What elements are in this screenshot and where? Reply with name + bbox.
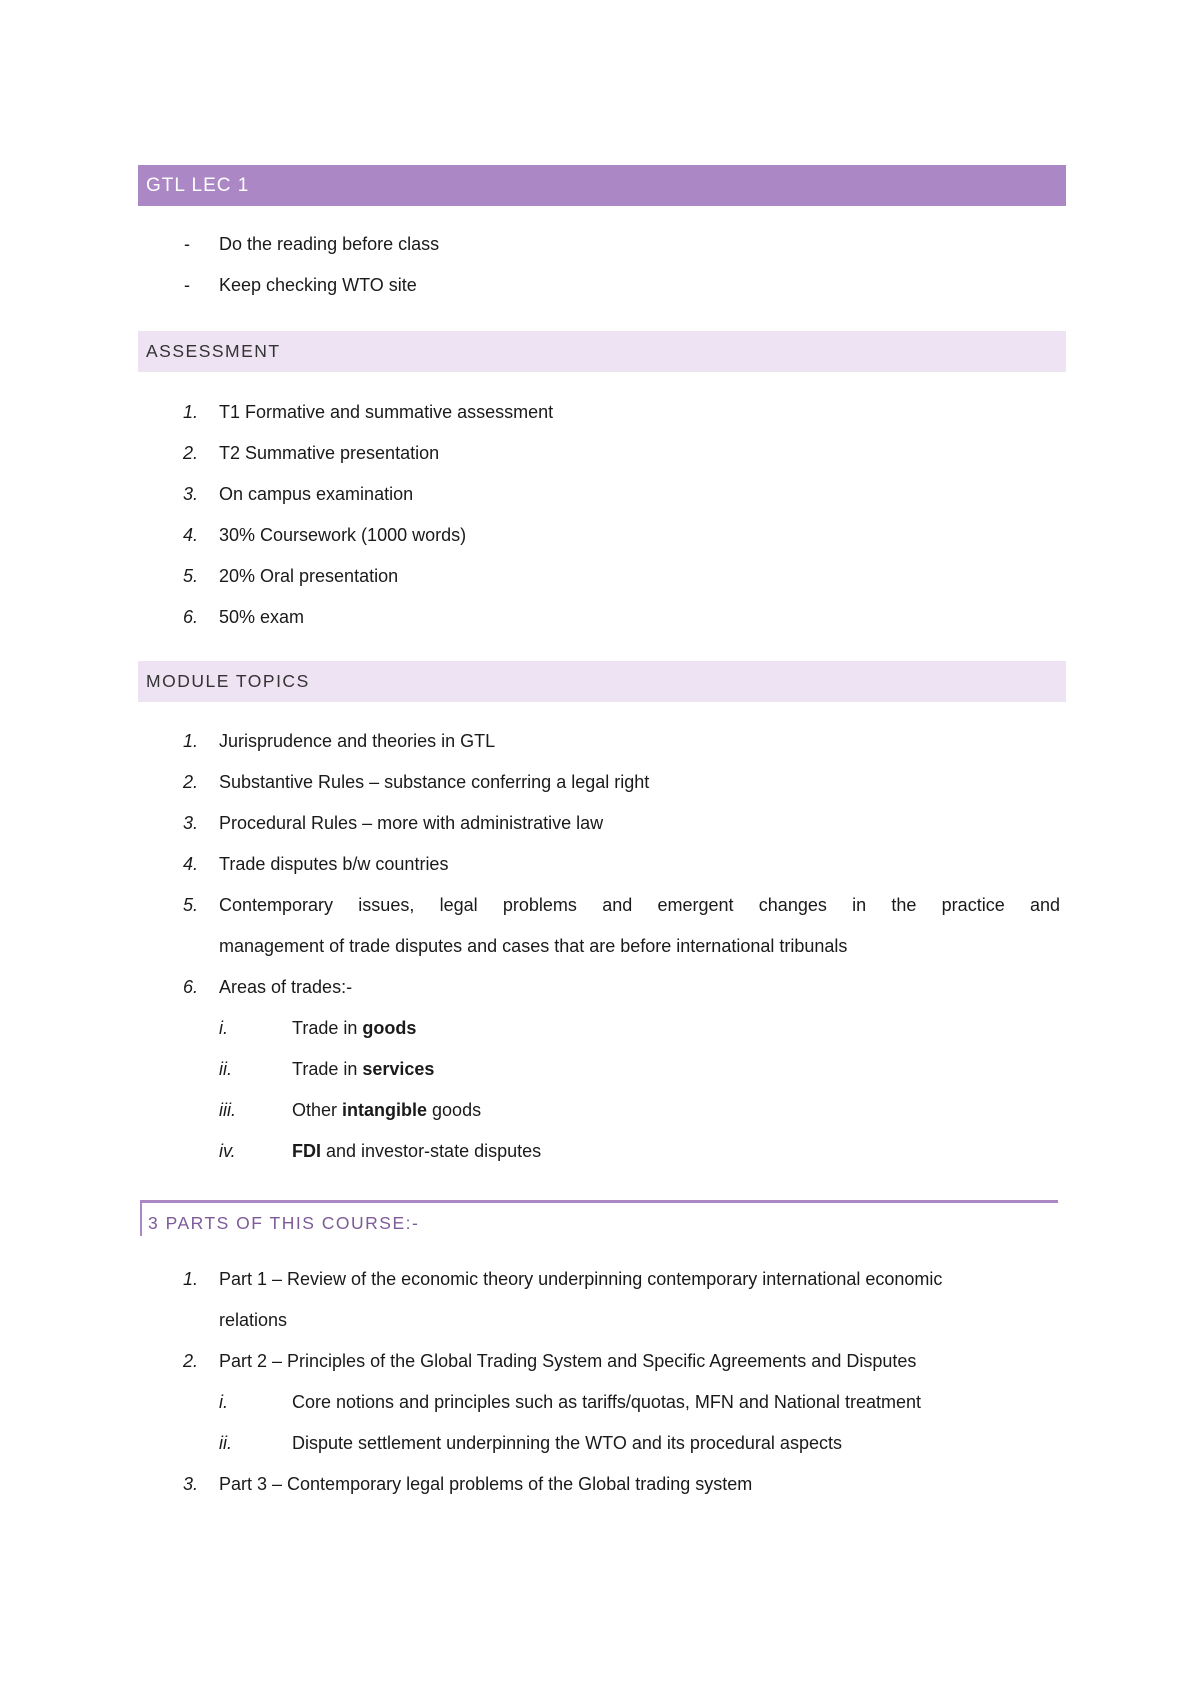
list-number: 1. xyxy=(183,402,199,422)
roman-number: i. xyxy=(219,1392,228,1412)
course-part-item: Part 2 – Principles of the Global Trading System and Specific Agreements and Disputes xyxy=(219,1351,917,1371)
list-number: 1. xyxy=(183,731,199,751)
list-number: 6. xyxy=(183,977,199,997)
roman-number: iv. xyxy=(219,1141,236,1161)
course-part-subitem: Dispute settlement underpinning the WTO and its procedural aspects xyxy=(292,1433,842,1453)
assessment-item: 50% exam xyxy=(219,607,305,627)
trade-area-item: Trade in goods xyxy=(292,1018,417,1038)
topic-item-continued: management of trade disputes and cases that are before international tribunals xyxy=(219,936,848,956)
trade-area-item: Other intangible goods xyxy=(292,1100,482,1120)
list-number: 6. xyxy=(183,607,199,627)
list-number: 5. xyxy=(183,895,199,915)
course-parts-heading: 3 PARTS OF THIS COURSE:- xyxy=(140,1200,1058,1236)
trade-area-item: FDI and investor-state disputes xyxy=(292,1141,542,1161)
list-number: 3. xyxy=(183,484,199,504)
list-number: 4. xyxy=(183,525,199,545)
roman-number: iii. xyxy=(219,1100,236,1120)
list-number: 3. xyxy=(183,1474,199,1494)
assessment-item: 20% Oral presentation xyxy=(219,566,399,586)
trade-area-item: Trade in services xyxy=(292,1059,435,1079)
bullet-dash: - xyxy=(184,234,190,254)
course-part-item: Part 1 – Review of the economic theory underpinning contemporary international economic xyxy=(219,1269,943,1289)
course-part-item: Part 3 – Contemporary legal problems of the Global trading system xyxy=(219,1474,753,1494)
assessment-heading: ASSESSMENT xyxy=(138,331,1066,372)
topic-item: Contemporary issues, legal problems and emergent changes in the practice and xyxy=(219,895,1060,915)
bullet-dash: - xyxy=(184,275,190,295)
roman-number: i. xyxy=(219,1018,228,1038)
module-topics-heading: MODULE TOPICS xyxy=(138,661,1066,702)
topic-item: Trade disputes b/w countries xyxy=(219,854,449,874)
topic-item: Procedural Rules – more with administrative law xyxy=(219,813,604,833)
list-number: 5. xyxy=(183,566,199,586)
topic-item: Substantive Rules – substance conferring a legal right xyxy=(219,772,650,792)
topic-item: Areas of trades:- xyxy=(219,977,353,997)
roman-number: ii. xyxy=(219,1059,232,1079)
assessment-item: T1 Formative and summative assessment xyxy=(219,402,554,422)
intro-item: Keep checking WTO site xyxy=(219,275,417,295)
list-number: 4. xyxy=(183,854,199,874)
list-number: 2. xyxy=(183,1351,199,1371)
roman-number: ii. xyxy=(219,1433,232,1453)
list-number: 1. xyxy=(183,1269,199,1289)
assessment-item: On campus examination xyxy=(219,484,414,504)
assessment-item: 30% Coursework (1000 words) xyxy=(219,525,467,545)
intro-item: Do the reading before class xyxy=(219,234,440,254)
course-part-subitem: Core notions and principles such as tariffs/quotas, MFN and National treatment xyxy=(292,1392,921,1412)
list-number: 3. xyxy=(183,813,199,833)
title-heading: GTL LEC 1 xyxy=(138,165,1066,206)
topic-item: Jurisprudence and theories in GTL xyxy=(219,731,496,751)
course-part-item-continued: relations xyxy=(219,1310,288,1330)
list-number: 2. xyxy=(183,443,199,463)
list-number: 2. xyxy=(183,772,199,792)
assessment-item: T2 Summative presentation xyxy=(219,443,440,463)
